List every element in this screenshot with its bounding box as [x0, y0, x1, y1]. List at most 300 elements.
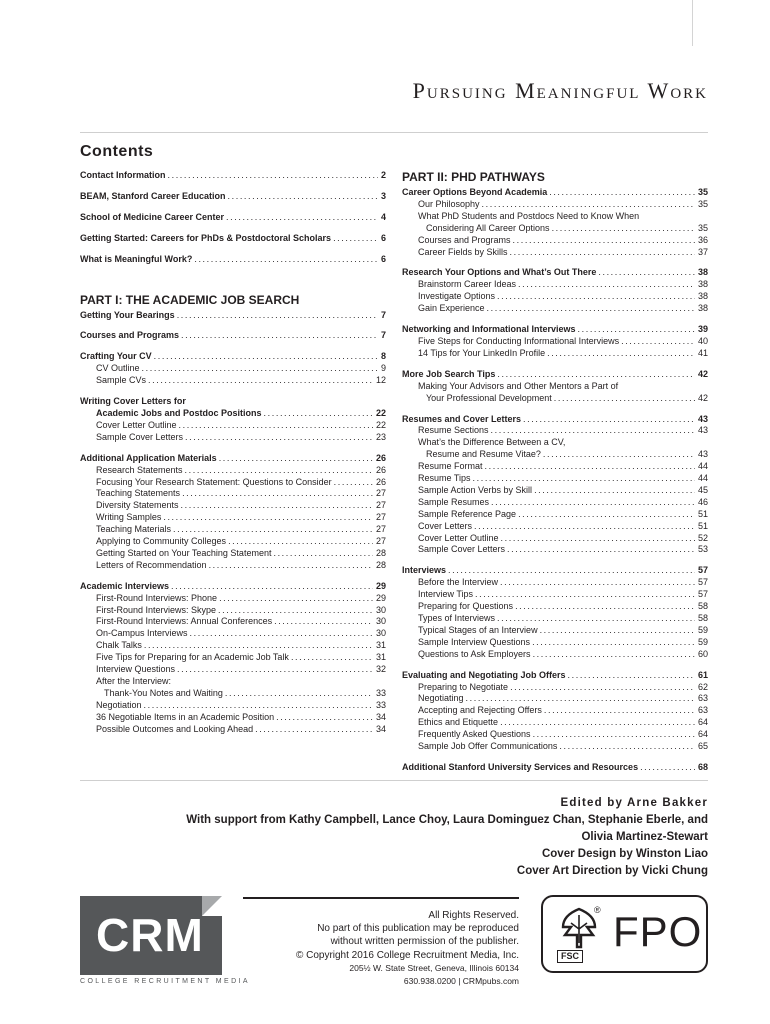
toc-page-number: 59: [697, 636, 708, 647]
toc-entry: [80, 548, 386, 560]
toc-page-number: 64: [697, 717, 708, 728]
dot-leader: [487, 303, 695, 315]
toc-entry: [80, 254, 386, 266]
toc-page-number: 43: [697, 413, 708, 424]
toc-entry: [80, 477, 386, 489]
dot-leader: [177, 664, 373, 676]
fpo-placeholder: FPO: [613, 908, 703, 955]
rights-statement: [243, 909, 519, 988]
toc-entry-label: Courses and Programs: [80, 330, 180, 341]
toc-entry: [402, 682, 708, 694]
dot-leader: [273, 548, 373, 560]
toc-entry-label: Additional Stanford University Services and Resources: [402, 761, 639, 772]
toc-page-number: 30: [375, 604, 386, 615]
toc-entry-label: Interviews: [402, 565, 447, 576]
crm-logo-subtitle: COLLEGE RECRUITMENT MEDIA: [80, 978, 250, 985]
crm-logo-text: CRM: [96, 909, 204, 961]
crm-logo: [80, 896, 222, 975]
toc-entry-label: Sample Interview Questions: [418, 636, 531, 647]
toc-page-number: 57: [697, 565, 708, 576]
toc-entry: [402, 649, 708, 661]
toc-entry-label: Preparing for Questions: [418, 601, 514, 612]
toc-entry-label: Cover Letter Outline: [96, 419, 177, 430]
dot-leader: [185, 465, 373, 477]
toc-entry: [402, 348, 708, 360]
toc-entry-label: Five Tips for Preparing for an Academic Job Talk: [96, 652, 289, 663]
toc-entry-label: More Job Search Tips: [402, 368, 496, 379]
toc-entry: [80, 375, 386, 387]
dot-leader: [540, 625, 695, 637]
page-title: Pursuing Meaningful Work: [412, 78, 708, 103]
toc-entry-label: Focusing Your Research Statement: Questions to Consider: [96, 476, 332, 487]
toc-page-number: 43: [697, 425, 708, 436]
toc-entry-label: Academic Interviews: [80, 580, 170, 591]
dot-leader: [163, 512, 373, 524]
support-credit-line-1: With support from Kathy Campbell, Lance Choy, Laura Dominguez Chan, Stephanie Eberle, and: [186, 814, 708, 826]
registered-mark: ®: [594, 905, 601, 915]
toc-entry-label: Evaluating and Negotiating Job Offers: [402, 669, 566, 680]
toc-entry: [402, 729, 708, 741]
dot-leader: [491, 497, 695, 509]
toc-entry: [402, 336, 708, 348]
dot-leader: [485, 461, 695, 473]
toc-page-number: 8: [380, 351, 386, 362]
toc-entry: [402, 425, 708, 437]
toc-entry-label: On-Campus Interviews: [96, 628, 188, 639]
dot-leader: [177, 310, 378, 322]
dot-leader: [532, 637, 695, 649]
toc-page-number: 26: [375, 464, 386, 475]
toc-entry: [402, 414, 708, 426]
toc-entry-label: CV Outline: [96, 363, 140, 374]
support-credit-line-2: Olivia Martinez-Stewart: [581, 831, 708, 843]
toc-page-number: 68: [697, 761, 708, 772]
dot-leader: [534, 485, 695, 497]
toc-entry: [80, 420, 386, 432]
toc-entry-label: Ethics and Etiquette: [418, 717, 499, 728]
dot-leader: [185, 432, 373, 444]
toc-entry: [80, 560, 386, 572]
dot-leader: [255, 724, 373, 736]
toc-entry-label: Sample CVs: [96, 375, 147, 386]
rights-line: No part of this publication may be reproduced: [317, 923, 519, 935]
toc-entry-label: Teaching Materials: [96, 524, 172, 535]
toc-entry: [402, 369, 708, 381]
toc-entry-label: 14 Tips for Your LinkedIn Profile: [418, 347, 546, 358]
toc-entry-label: Career Fields by Skills: [418, 246, 508, 257]
dot-leader: [144, 640, 373, 652]
toc-page-number: 38: [697, 291, 708, 302]
toc-entry: [80, 640, 386, 652]
toc-page-number: 64: [697, 729, 708, 740]
toc-page-number: 53: [697, 544, 708, 555]
toc-entry: [402, 637, 708, 649]
dot-leader: [148, 375, 373, 387]
dot-leader: [171, 581, 373, 593]
toc-entry: [80, 512, 386, 524]
toc-entry: [80, 500, 386, 512]
cover-art-credit: Cover Art Direction by Vicki Chung: [516, 865, 708, 877]
rights-line: without written permission of the publisher.: [330, 936, 519, 948]
toc-entry-label: Additional Application Materials: [80, 452, 217, 463]
dot-leader: [501, 533, 695, 545]
toc-entry-label: Chalk Talks: [96, 640, 142, 651]
toc-entry-label: Thank-You Notes and Waiting: [104, 687, 223, 698]
toc-page-number: 39: [697, 324, 708, 335]
toc-page-number: 4: [380, 211, 386, 222]
dot-leader: [219, 453, 373, 465]
toc-entry: [80, 712, 386, 724]
toc-entry-label: Crafting Your CV: [80, 351, 152, 362]
toc-entry-label: Courses and Programs: [418, 234, 511, 245]
dot-leader: [500, 717, 695, 729]
toc-page-number: 34: [375, 723, 386, 734]
toc-page-number: 31: [375, 652, 386, 663]
dot-leader: [510, 247, 695, 259]
toc-page-number: 29: [375, 580, 386, 591]
toc-entry: [80, 724, 386, 736]
toc-entry: [402, 187, 708, 199]
toc-entry: [80, 700, 386, 712]
toc-entry-label: Academic Jobs and Postdoc Positions: [96, 407, 262, 418]
toc-entry-label: School of Medicine Career Center: [80, 211, 225, 222]
dot-leader: [291, 652, 373, 664]
toc-entry-text: What’s the Difference Between a CV,: [418, 437, 566, 448]
toc-entry: [402, 670, 708, 682]
toc-entry: [80, 652, 386, 664]
toc-entry: [80, 664, 386, 676]
toc-entry-label: Sample Cover Letters: [96, 431, 184, 442]
toc-entry-label: Research Statements: [96, 464, 183, 475]
toc-page-number: 41: [697, 347, 708, 358]
toc-entry: [80, 432, 386, 444]
toc-page-number: 31: [375, 640, 386, 651]
address-line: 205½ W. State Street, Geneva, Illinois 60134: [349, 962, 519, 973]
toc-page-number: 35: [697, 187, 708, 197]
toc-page-number: 35: [697, 198, 708, 209]
toc-entry: [80, 593, 386, 605]
toc-entry: [80, 465, 386, 477]
dot-leader: [179, 420, 373, 432]
toc-entry-label: Networking and Informational Interviews: [402, 324, 576, 335]
toc-page-number: 27: [375, 500, 386, 511]
toc-entry-label: Investigate Options: [418, 291, 496, 302]
dot-leader: [547, 348, 695, 360]
toc-page-number: 58: [697, 613, 708, 623]
toc-page-number: 30: [375, 616, 386, 627]
toc-page-number: 22: [375, 407, 386, 418]
dot-leader: [190, 628, 373, 640]
toc-page-number: 63: [697, 693, 708, 704]
toc-entry: [402, 625, 708, 637]
toc-entry: [402, 324, 708, 336]
toc-entry: [80, 408, 386, 420]
toc-page-number: 7: [380, 309, 386, 320]
toc-entry-label: 36 Negotiable Items in an Academic Position: [96, 711, 275, 722]
toc-page-number: 30: [375, 628, 386, 639]
toc-entry: [402, 717, 708, 729]
toc-entry-label: Resume Sections: [418, 425, 489, 436]
toc-entry-label: Our Philosophy: [418, 198, 480, 209]
dot-leader: [182, 488, 373, 500]
toc-entry: [402, 449, 708, 461]
toc-entry-text: What PhD Students and Postdocs Need to Know When: [418, 210, 640, 221]
dot-leader: [497, 369, 695, 381]
toc-entry: [80, 191, 386, 203]
dot-leader: [173, 524, 373, 536]
toc-entry: [80, 581, 386, 593]
toc-entry: [402, 279, 708, 291]
toc-page-number: 26: [375, 476, 386, 487]
contents-right-column: [402, 170, 708, 774]
toc-page-number: 65: [697, 741, 708, 752]
toc-entry-label: Getting Started: Careers for PhDs & Postdoctoral Scholars: [80, 232, 332, 243]
toc-entry: [80, 351, 386, 363]
part-heading: PART II: PHD PATHWAYS: [402, 170, 545, 184]
toc-page-number: 33: [375, 699, 386, 710]
toc-page-number: 51: [697, 520, 708, 531]
toc-page-number: 27: [375, 512, 386, 523]
dot-leader: [264, 408, 373, 420]
toc-entry-label: Career Options Beyond Academia: [402, 187, 548, 197]
page-fold-icon: [202, 896, 222, 916]
dot-leader: [515, 601, 695, 613]
dot-leader: [518, 509, 695, 521]
toc-page-number: 3: [380, 190, 386, 201]
toc-entry: [402, 544, 708, 556]
toc-page-number: 34: [375, 711, 386, 722]
dot-leader: [144, 700, 373, 712]
toc-entry: [402, 509, 708, 521]
toc-page-number: 44: [697, 473, 708, 484]
dot-leader: [228, 536, 373, 548]
toc-entry-label: Accepting and Rejecting Offers: [418, 705, 542, 716]
toc-entry: [402, 461, 708, 473]
dot-leader: [209, 560, 373, 572]
toc-entry-label: Resume Format: [418, 461, 483, 472]
dot-leader: [559, 741, 695, 753]
dot-leader: [621, 336, 695, 348]
toc-entry: [402, 533, 708, 545]
toc-entry: [80, 233, 386, 245]
dot-leader: [142, 363, 378, 375]
dot-leader: [474, 521, 695, 533]
toc-page-number: 27: [375, 488, 386, 499]
toc-page-number: 57: [697, 577, 708, 588]
dot-leader: [510, 682, 695, 694]
toc-entry: [402, 291, 708, 303]
toc-page-number: 6: [380, 253, 386, 264]
dot-leader: [554, 393, 695, 405]
toc-page-number: 35: [697, 222, 708, 233]
toc-entry: [80, 536, 386, 548]
toc-page-number: 9: [380, 363, 386, 374]
toc-page-number: 12: [375, 375, 386, 386]
toc-entry-label: Writing Samples: [96, 512, 162, 523]
toc-page-number: 32: [375, 664, 386, 675]
toc-page-number: 38: [697, 267, 708, 278]
toc-entry: [80, 628, 386, 640]
toc-page-number: 6: [380, 232, 386, 243]
toc-entry-label: Sample Cover Letters: [418, 544, 506, 555]
toc-entry-label: BEAM, Stanford Career Education: [80, 190, 226, 201]
contact-line: 630.938.0200 | CRMpubs.com: [403, 976, 519, 987]
toc-entry-label: First-Round Interviews: Skype: [96, 604, 217, 615]
toc-entry: [402, 521, 708, 533]
toc-entry: [80, 330, 386, 342]
dot-leader: [578, 324, 695, 336]
toc-entry: [80, 453, 386, 465]
dot-leader: [568, 670, 695, 682]
toc-page-number: 62: [697, 681, 708, 692]
dot-leader: [497, 291, 695, 303]
dot-leader: [225, 688, 373, 700]
toc-page-number: 57: [697, 589, 708, 600]
toc-entry: [80, 524, 386, 536]
toc-page-number: 60: [697, 648, 708, 659]
toc-page-number: 7: [380, 330, 386, 341]
toc-page-number: 51: [697, 508, 708, 519]
toc-entry: [402, 267, 708, 279]
toc-page-number: 61: [697, 669, 708, 680]
toc-page-number: 42: [697, 368, 708, 379]
dot-leader: [640, 762, 695, 774]
toc-entry: [402, 235, 708, 247]
dot-leader: [523, 414, 695, 426]
toc-entry-label: Interview Questions: [96, 664, 176, 675]
toc-entry-label: Resume Tips: [418, 473, 471, 484]
toc-entry: [402, 613, 708, 625]
toc-entry-text: Writing Cover Letters for: [80, 396, 186, 407]
dot-leader: [181, 500, 373, 512]
toc-entry: [402, 577, 708, 589]
dot-leader: [226, 212, 378, 224]
toc-entry: [402, 705, 708, 717]
toc-entry-label: First-Round Interviews: Phone: [96, 592, 218, 603]
dot-leader: [276, 712, 373, 724]
toc-page-number: 37: [697, 246, 708, 257]
rights-rule: [243, 897, 519, 899]
title-divider: [80, 132, 708, 133]
toc-entry-label: Interview Tips: [418, 589, 474, 600]
rights-line: © Copyright 2016 College Recruitment Media, Inc.: [295, 949, 519, 961]
toc-entry-label: Sample Reference Page: [418, 508, 517, 519]
toc-entry-label: Possible Outcomes and Looking Ahead: [96, 723, 254, 734]
toc-entry-label: Negotiating: [418, 693, 464, 704]
toc-entry-label: Sample Action Verbs by Skill: [418, 484, 533, 495]
toc-entry: [402, 393, 708, 405]
toc-entry-label: What is Meaningful Work?: [80, 253, 193, 264]
toc-entry-label: Typical Stages of an Interview: [418, 624, 538, 635]
dot-leader: [533, 649, 695, 661]
toc-page-number: 2: [380, 170, 386, 180]
toc-page-number: 36: [697, 234, 708, 245]
dot-leader: [228, 191, 378, 203]
dot-leader: [500, 577, 695, 589]
toc-page-number: 33: [375, 687, 386, 698]
toc-entry: [402, 741, 708, 753]
toc-page-number: 58: [697, 601, 708, 612]
dot-leader: [533, 729, 695, 741]
toc-entry-label: Questions to Ask Employers: [418, 648, 531, 659]
toc-page-number: 40: [697, 335, 708, 346]
dot-leader: [466, 693, 695, 705]
toc-entry-label: Negotiation: [96, 699, 142, 710]
contents-left-column: [80, 170, 386, 736]
toc-entry-label: Types of Interviews: [418, 613, 496, 623]
toc-page-number: 26: [375, 452, 386, 463]
dot-leader: [473, 473, 695, 485]
dot-leader: [334, 477, 373, 489]
dot-leader: [194, 254, 378, 266]
dot-leader: [513, 235, 695, 247]
toc-entry: [402, 485, 708, 497]
toc-entry-label: Frequently Asked Questions: [418, 729, 531, 740]
toc-entry-label: Gain Experience: [418, 303, 485, 314]
toc-entry-label: Sample Job Offer Communications: [418, 741, 558, 752]
toc-page-number: 28: [375, 547, 386, 558]
toc-entry: [402, 497, 708, 509]
dot-leader: [218, 605, 373, 617]
credits-divider: [80, 780, 708, 781]
part-heading: PART I: THE ACADEMIC JOB SEARCH: [80, 292, 300, 307]
toc-page-number: 59: [697, 624, 708, 635]
dot-leader: [598, 267, 695, 279]
credits: [68, 795, 708, 880]
toc-entry-label: Resumes and Cover Letters: [402, 413, 522, 424]
contents-heading: Contents: [80, 143, 154, 160]
cover-design-credit: Cover Design by Winston Liao: [541, 848, 708, 860]
dot-leader: [475, 589, 695, 601]
dot-leader: [543, 449, 695, 461]
toc-entry-label: Preparing to Negotiate: [418, 681, 509, 692]
toc-page-number: 27: [375, 524, 386, 535]
toc-entry: [80, 363, 386, 375]
toc-entry-label: Getting Your Bearings: [80, 309, 175, 320]
dot-leader: [552, 223, 695, 235]
toc-entry: [402, 303, 708, 315]
toc-entry: [80, 488, 386, 500]
toc-entry: [80, 688, 386, 700]
dot-leader: [507, 544, 695, 556]
dot-leader: [274, 616, 373, 628]
toc-page-number: 29: [375, 592, 386, 603]
toc-entry: [402, 693, 708, 705]
top-vertical-rule: [692, 0, 693, 46]
toc-page-number: 52: [697, 532, 708, 543]
toc-entry: [80, 605, 386, 617]
toc-entry-label: Sample Resumes: [418, 496, 490, 507]
toc-entry: [402, 199, 708, 211]
toc-page-number: 45: [697, 484, 708, 495]
toc-page-number: 27: [375, 536, 386, 547]
dot-leader: [544, 705, 695, 717]
toc-page-number: 38: [697, 279, 708, 290]
toc-entry-label: Resume and Resume Vitae?: [426, 449, 541, 460]
toc-entry: [402, 601, 708, 613]
dot-leader: [518, 279, 695, 291]
toc-entry: [402, 589, 708, 601]
rights-line: All Rights Reserved.: [428, 910, 519, 921]
toc-entry-label: Applying to Community Colleges: [96, 536, 227, 547]
dot-leader: [168, 170, 378, 182]
toc-page-number: 38: [697, 303, 708, 314]
toc-entry: [402, 762, 708, 774]
toc-entry: [402, 565, 708, 577]
toc-entry-label: Research Your Options and What’s Out There: [402, 267, 597, 278]
toc-page-number: 44: [697, 461, 708, 472]
toc-entry-label: Diversity Statements: [96, 500, 179, 511]
